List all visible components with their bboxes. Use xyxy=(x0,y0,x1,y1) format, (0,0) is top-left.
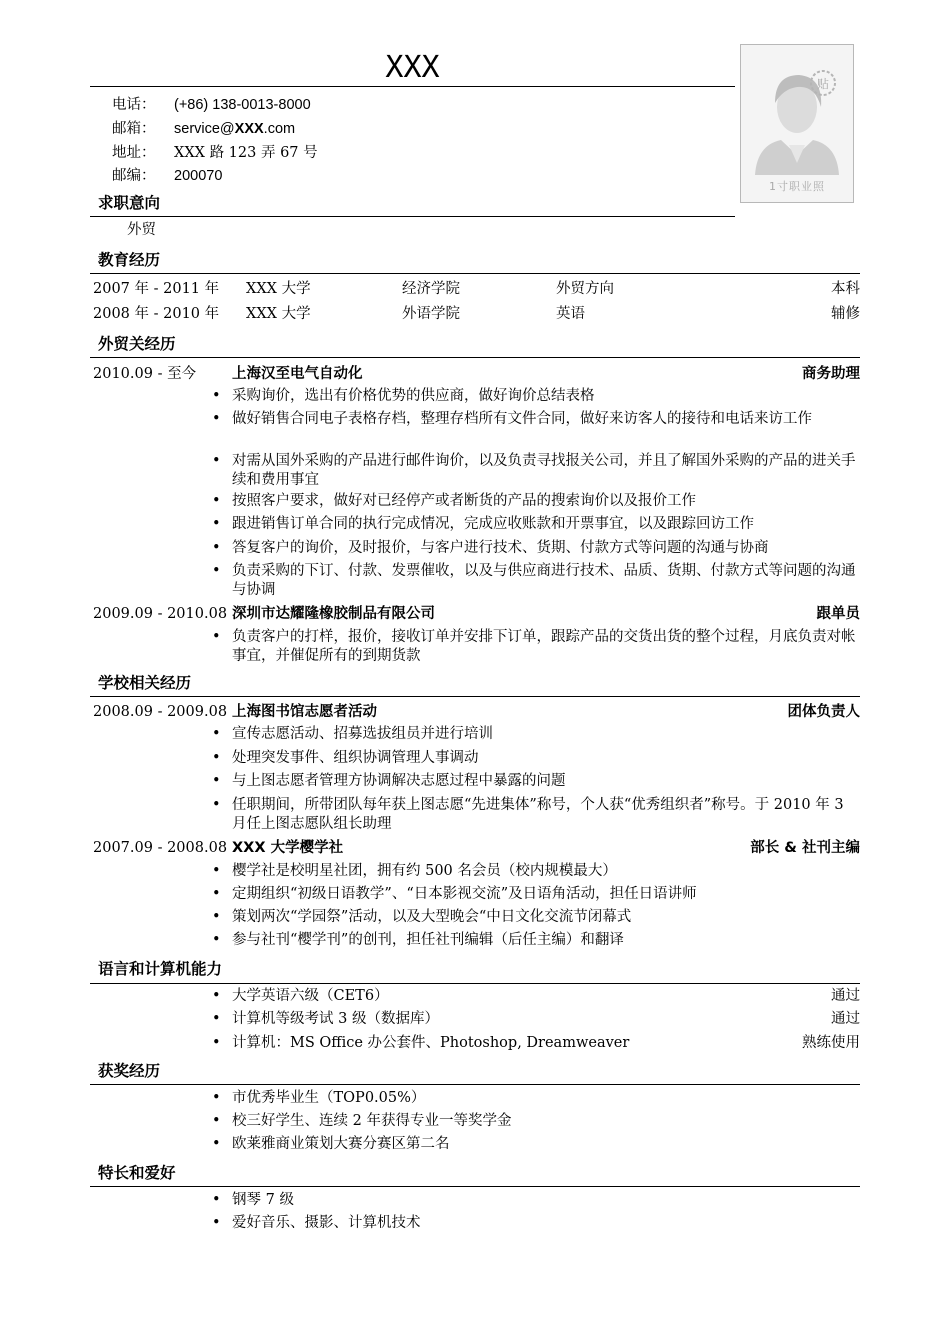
list-item: • 定期组织“初级日语教学”、“日本影视交流”及日语角活动，担任日语讲师 xyxy=(212,886,697,902)
list-item: • 跟进销售订单合同的执行完成情况，完成应收账款和开票事宜，以及跟踪回访工作 xyxy=(212,516,754,532)
job-org: 深圳市达耀隆橡胶制品有限公司 xyxy=(232,606,435,622)
objective-rule xyxy=(90,216,735,217)
school-rule xyxy=(90,696,860,697)
list-item: • 采购询价，选出有价格优势的供应商，做好询价总结表格 xyxy=(212,388,595,404)
section-title-awards: 获奖经历 xyxy=(98,1062,161,1080)
job-role: 跟单员 xyxy=(816,606,860,622)
trade-rule xyxy=(90,357,860,358)
job-period: 2010.09 - 至今 xyxy=(93,366,197,382)
contact-email: 邮箱： service@XXX.com xyxy=(112,121,296,137)
list-item: • 处理突发事件、组织协调管理人事调动 xyxy=(212,750,479,766)
svg-text:贴: 贴 xyxy=(816,77,830,91)
list-item: • 钢琴 7 级 xyxy=(212,1192,294,1208)
job-period: 2008.09 - 2009.08 xyxy=(93,704,228,720)
edu-college: 外语学院 xyxy=(402,306,460,322)
skill-level: 熟练使用 xyxy=(802,1035,860,1051)
job-role: 部长 & 社刊主编 xyxy=(750,840,860,856)
job-period: 2007.09 - 2008.08 xyxy=(93,840,228,856)
edu-school: XXX 大学 xyxy=(246,306,311,322)
list-item: • 答复客户的询价，及时报价，与客户进行技术、货期、付款方式等问题的沟通与协商 xyxy=(212,540,769,556)
job-org: XXX 大学樱学社 xyxy=(232,840,344,856)
list-item: • 计算机等级考试 3 级（数据库） xyxy=(212,1011,439,1027)
job-org: 上海汉至电气自动化 xyxy=(232,366,363,382)
list-item: • 任职期间，所带团队每年获上图志愿“先进集体”称号，个人获“优秀组织者”称号。于 2010 年 3 月任上图志愿队组长助理 xyxy=(212,797,844,832)
contact-phone: 电话： (+86) 138-0013-8000 xyxy=(112,97,311,113)
edu-major: 英语 xyxy=(556,306,585,322)
awards-rule xyxy=(90,1084,860,1085)
list-item: • 宣传志愿活动、招募选拔组员并进行培训 xyxy=(212,726,493,742)
section-title-school: 学校相关经历 xyxy=(98,674,192,692)
list-item: • 负责客户的打样，报价，接收订单并安排下订单，跟踪产品的交货出货的整个过程，月底负责对帐事宜，并催促所有的到期货款 xyxy=(212,629,856,664)
job-period: 2009.09 - 2010.08 xyxy=(93,606,228,622)
list-item: • 校三好学生、连续 2 年获得专业一等奖学金 xyxy=(212,1113,512,1129)
section-title-skills: 语言和计算机能力 xyxy=(98,960,223,978)
list-item: • 樱学社是校明星社团，拥有约 500 名会员（校内规模最大） xyxy=(212,863,617,879)
list-item: • 负责采购的下订、付款、发票催收，以及与供应商进行技术、品质、货期、付款方式等问题的沟通与协调 xyxy=(212,563,856,598)
section-title-education: 教育经历 xyxy=(98,251,161,269)
contact-address: 地址： XXX 路 123 弄 67 号 xyxy=(112,145,318,161)
job-org: 上海图书馆志愿者活动 xyxy=(232,704,377,720)
edu-major: 外贸方向 xyxy=(556,281,614,297)
hobbies-rule xyxy=(90,1186,860,1187)
edu-period: 2007 年 - 2011 年 xyxy=(93,281,220,297)
edu-degree: 本科 xyxy=(831,281,860,297)
list-item: • 市优秀毕业生（TOP0.05%） xyxy=(212,1090,426,1106)
list-item: • 策划两次“学园祭”活动，以及大型晚会“中日文化交流节闭幕式 xyxy=(212,909,632,925)
list-item: • 大学英语六级（CET6） xyxy=(212,988,389,1004)
job-role: 团体负责人 xyxy=(787,704,860,720)
contact-zipcode: 邮编： 200070 xyxy=(112,168,223,184)
list-item: • 对需从国外采购的产品进行邮件询价，以及负责寻找报关公司，并且了解国外采购的产品的进关手续和费用事宜 xyxy=(212,453,856,488)
list-item: • 计算机：MS Office 办公套件、Photoshop, Dreamweaver xyxy=(212,1035,630,1051)
list-item: • 做好销售合同电子表格存档，整理存档所有文件合同，做好来访客人的接待和电话来访工作 xyxy=(212,411,812,427)
list-item: • 与上图志愿者管理方协调解决志愿过程中暴露的问题 xyxy=(212,773,566,789)
header-rule xyxy=(90,86,735,87)
candidate-name: XXX xyxy=(385,50,440,85)
job-role: 商务助理 xyxy=(802,366,860,382)
edu-degree: 辅修 xyxy=(831,306,860,322)
edu-period: 2008 年 - 2010 年 xyxy=(93,306,220,322)
edu-college: 经济学院 xyxy=(402,281,460,297)
skill-level: 通过 xyxy=(831,988,860,1004)
skill-level: 通过 xyxy=(831,1011,860,1027)
list-item: • 参与社刊“樱学刊”的创刊，担任社刊编辑（后任主编）和翻译 xyxy=(212,932,624,948)
section-title-objective: 求职意向 xyxy=(98,194,161,212)
list-item: • 按照客户要求，做好对已经停产或者断货的产品的搜索询价以及报价工作 xyxy=(212,493,696,509)
objective-value: 外贸 xyxy=(127,222,156,238)
edu-school: XXX 大学 xyxy=(246,281,311,297)
education-rule xyxy=(90,273,860,274)
photo-placeholder xyxy=(740,44,854,203)
list-item: • 欧莱雅商业策划大赛分赛区第二名 xyxy=(212,1136,450,1152)
section-title-trade: 外贸关经历 xyxy=(98,335,176,353)
skills-rule xyxy=(90,983,860,984)
section-title-hobbies: 特长和爱好 xyxy=(98,1164,176,1182)
photo-caption: 1寸职业照 xyxy=(769,180,825,193)
list-item: • 爱好音乐、摄影、计算机技术 xyxy=(212,1215,421,1231)
